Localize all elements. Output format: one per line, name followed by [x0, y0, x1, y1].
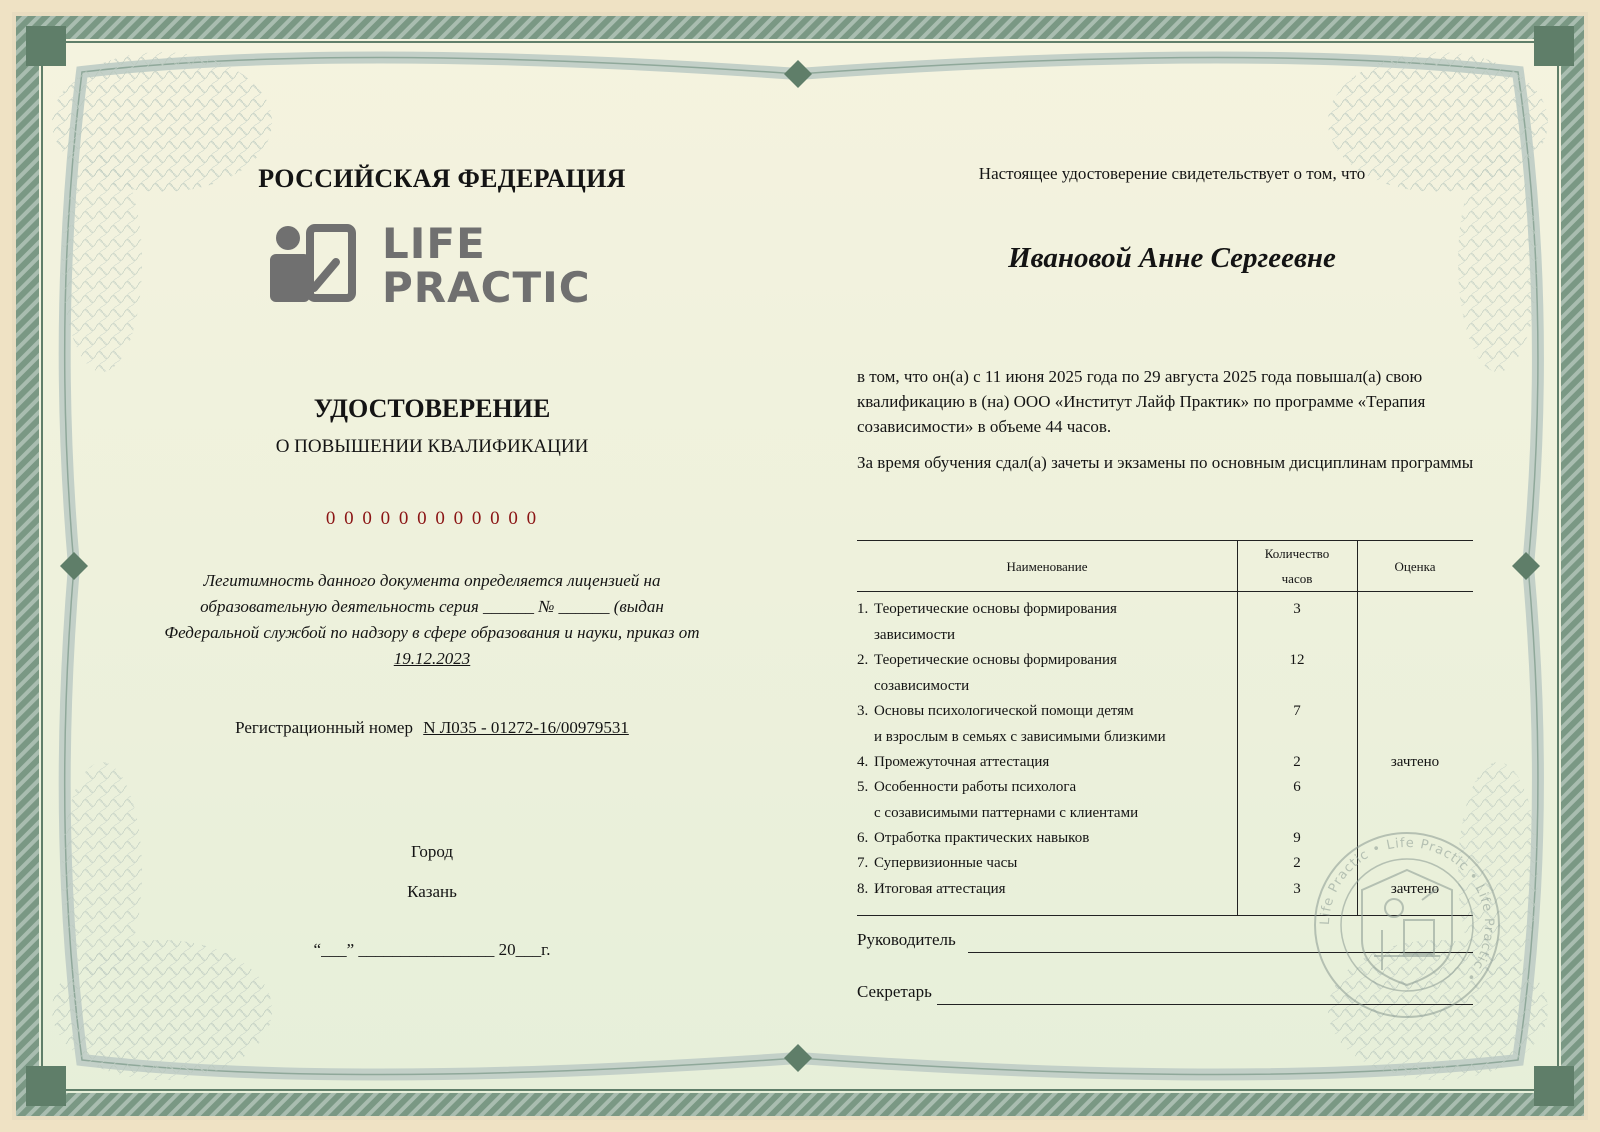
- stamp-text: Life Practic • Life Practic • Life Practic •: [1317, 835, 1497, 985]
- header-hours: [1237, 541, 1357, 591]
- head-signature-label: Руководитель: [857, 930, 956, 949]
- row-number: 1.: [857, 601, 869, 617]
- header-hours-line-1: Количество: [1264, 546, 1330, 561]
- issue-date-line: “___” ________________ 20___г.: [313, 940, 551, 959]
- intro-text: Настоящее удостоверение свидетельствует о том, что: [978, 164, 1366, 183]
- header-hours-line-2: часов: [1281, 571, 1313, 586]
- row-hours: 2: [1293, 855, 1301, 871]
- exams-paragraph: За время обучения сдал(а) зачеты и экзамены по основным дисциплинам программы: [857, 453, 1474, 472]
- row-hours: 7: [1293, 703, 1301, 719]
- logo-icon: [270, 224, 370, 308]
- row-number: 8.: [857, 881, 869, 897]
- row-name: Особенности работы психолога: [874, 779, 1077, 795]
- country-title: РОССИЙСКАЯ ФЕДЕРАЦИЯ: [258, 164, 626, 193]
- organization-stamp: [1312, 830, 1502, 1020]
- document-subtitle: О ПОВЫШЕНИИ КВАЛИФИКАЦИИ: [275, 436, 589, 457]
- row-number: 5.: [857, 779, 869, 795]
- city-value: Казань: [407, 882, 457, 901]
- city-label: Город: [411, 842, 453, 861]
- header-grade: Оценка: [1394, 559, 1436, 574]
- recipient-name: Ивановой Анне Сергеевне: [1008, 242, 1336, 274]
- row-hours: 2: [1293, 754, 1301, 770]
- row-name: Теоретические основы формирования: [874, 652, 1117, 668]
- row-grade: зачтено: [1390, 881, 1440, 897]
- certificate-sheet: [12, 12, 1588, 1120]
- row-name-cont: созависимости: [874, 677, 970, 694]
- document-title: УДОСТОВЕРЕНИЕ: [313, 394, 551, 423]
- completion-paragraph: в том, что он(а) с 11 июня 2025 года по 29 августа 2025 года повышал(а) свою квалификацию в (на) ООО «Институт Лайф Практик» по программе «Терапия созависимости» в объеме 44 часов.: [857, 367, 1426, 436]
- row-name: Супервизионные часы: [874, 855, 1018, 871]
- registration-line: [132, 718, 732, 738]
- legitimacy-body: Легитимность данного документа определяется лицензией на образовательную деятельность серия ______ № ______ (выдан Федеральной службой по надзору в сфере образования и науки, приказ от: [164, 571, 700, 642]
- logo-text: [382, 219, 591, 312]
- row-name-cont: и взрослым в семьях с зависимыми близкими: [874, 728, 1166, 745]
- row-number: 7.: [857, 855, 869, 871]
- header-name: Наименование: [1006, 559, 1088, 574]
- row-name-cont: зависимости: [874, 626, 955, 643]
- row-name: Промежуточная аттестация: [874, 754, 1050, 770]
- row-hours: 6: [1293, 779, 1301, 795]
- registration-number: N Л035 - 01272-16/00979531: [423, 718, 629, 737]
- row-hours: 12: [1289, 652, 1305, 668]
- row-name: Теоретические основы формирования: [874, 601, 1117, 617]
- registration-label: Регистрационный номер: [235, 718, 413, 737]
- row-hours: 3: [1293, 601, 1301, 617]
- row-number: 3.: [857, 703, 869, 719]
- license-date: 19.12.2023: [393, 649, 471, 668]
- life-practic-logo: [270, 219, 591, 320]
- legitimacy-text: [152, 568, 712, 672]
- row-name: Отработка практических навыков: [874, 830, 1090, 846]
- row-name: Итоговая аттестация: [874, 881, 1006, 897]
- document-number: 0 0 0 0 0 0 0 0 0 0 0 0: [325, 508, 539, 529]
- logo-line-1: LIFE: [382, 219, 486, 268]
- row-number: 4.: [857, 754, 869, 770]
- row-name-cont: с созависимыми паттернами с клиентами: [874, 804, 1139, 821]
- row-number: 6.: [857, 830, 869, 846]
- logo-line-2: PRACTIC: [382, 263, 591, 312]
- secretary-signature-label: Секретарь: [857, 982, 932, 1001]
- row-grade: зачтено: [1390, 754, 1440, 770]
- row-name: Основы психологической помощи детям: [874, 703, 1134, 719]
- row-number: 2.: [857, 652, 869, 668]
- row-hours: 9: [1293, 830, 1301, 846]
- row-hours: 3: [1293, 881, 1301, 897]
